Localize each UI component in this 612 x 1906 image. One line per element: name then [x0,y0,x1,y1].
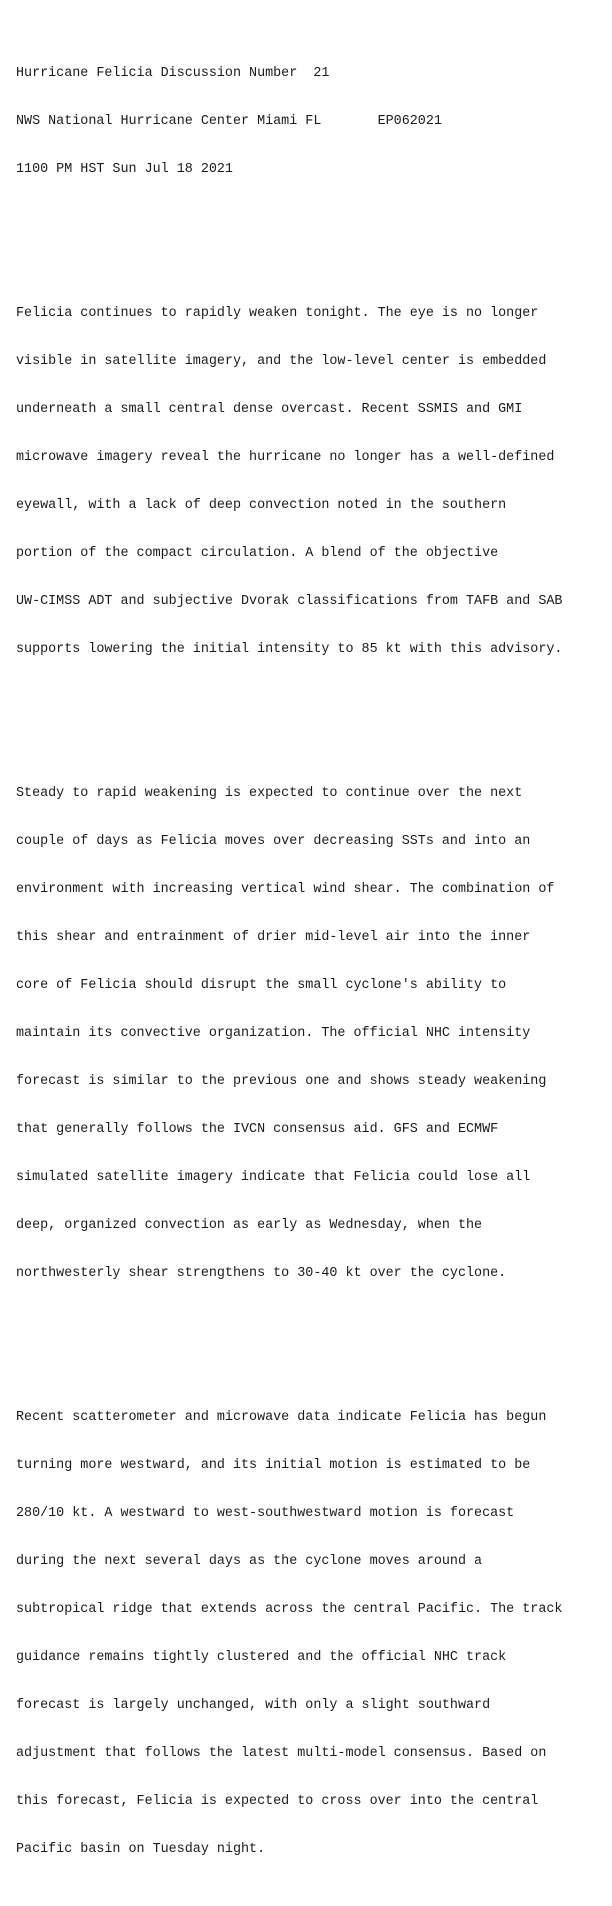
text-line: environment with increasing vertical wind shear. The combination of [16,882,555,897]
text-line: adjustment that follows the latest multi-model consensus. Based on [16,1746,547,1761]
text-line: guidance remains tightly clustered and the official NHC track [16,1650,507,1665]
discussion-document [16,0,562,1906]
text-line: portion of the compact circulation. A blend of the objective [16,546,499,561]
issuing-office: NWS National Hurricane Center Miami FL EP062021 [16,114,442,129]
text-line: couple of days as Felicia moves over decreasing SSTs and into an [16,834,531,849]
paragraph-forecast [16,754,562,1314]
text-line: Steady to rapid weakening is expected to continue over the next [16,786,523,801]
text-line: core of Felicia should disrupt the small cyclone's ability to [16,978,507,993]
text-line: during the next several days as the cyclone moves around a [16,1554,483,1569]
text-line: eyewall, with a lack of deep convection noted in the southern [16,498,507,513]
text-line: underneath a small central dense overcast. Recent SSMIS and GMI [16,402,523,417]
text-line: simulated satellite imagery indicate that Felicia could lose all [16,1170,531,1185]
text-line: microwave imagery reveal the hurricane no longer has a well-defined [16,450,555,465]
discussion-header [16,34,562,210]
text-line: forecast is similar to the previous one and shows steady weakening [16,1074,547,1089]
text-line: deep, organized convection as early as Wednesday, when the [16,1218,483,1233]
text-line: forecast is largely unchanged, with only a slight southward [16,1698,491,1713]
text-line: Pacific basin on Tuesday night. [16,1842,266,1857]
paragraph-track [16,1378,562,1890]
text-line: Felicia continues to rapidly weaken tonight. The eye is no longer [16,306,539,321]
text-line: visible in satellite imagery, and the low-level center is embedded [16,354,547,369]
text-line: this forecast, Felicia is expected to cross over into the central [16,1794,539,1809]
text-line: maintain its convective organization. The official NHC intensity [16,1026,531,1041]
text-line: this shear and entrainment of drier mid-level air into the inner [16,930,531,945]
text-line: that generally follows the IVCN consensus aid. GFS and ECMWF [16,1122,499,1137]
paragraph-intensity [16,274,562,690]
text-line: UW-CIMSS ADT and subjective Dvorak classifications from TAFB and SAB [16,594,563,609]
text-line: Recent scatterometer and microwave data indicate Felicia has begun [16,1410,547,1425]
text-line: turning more westward, and its initial motion is estimated to be [16,1458,531,1473]
text-line: subtropical ridge that extends across the central Pacific. The track [16,1602,563,1617]
issue-time: 1100 PM HST Sun Jul 18 2021 [16,162,233,177]
text-line: 280/10 kt. A westward to west-southwestward motion is forecast [16,1506,515,1521]
discussion-title: Hurricane Felicia Discussion Number 21 [16,66,330,81]
text-line: northwesterly shear strengthens to 30-40 kt over the cyclone. [16,1266,507,1281]
text-line: supports lowering the initial intensity to 85 kt with this advisory. [16,642,563,657]
